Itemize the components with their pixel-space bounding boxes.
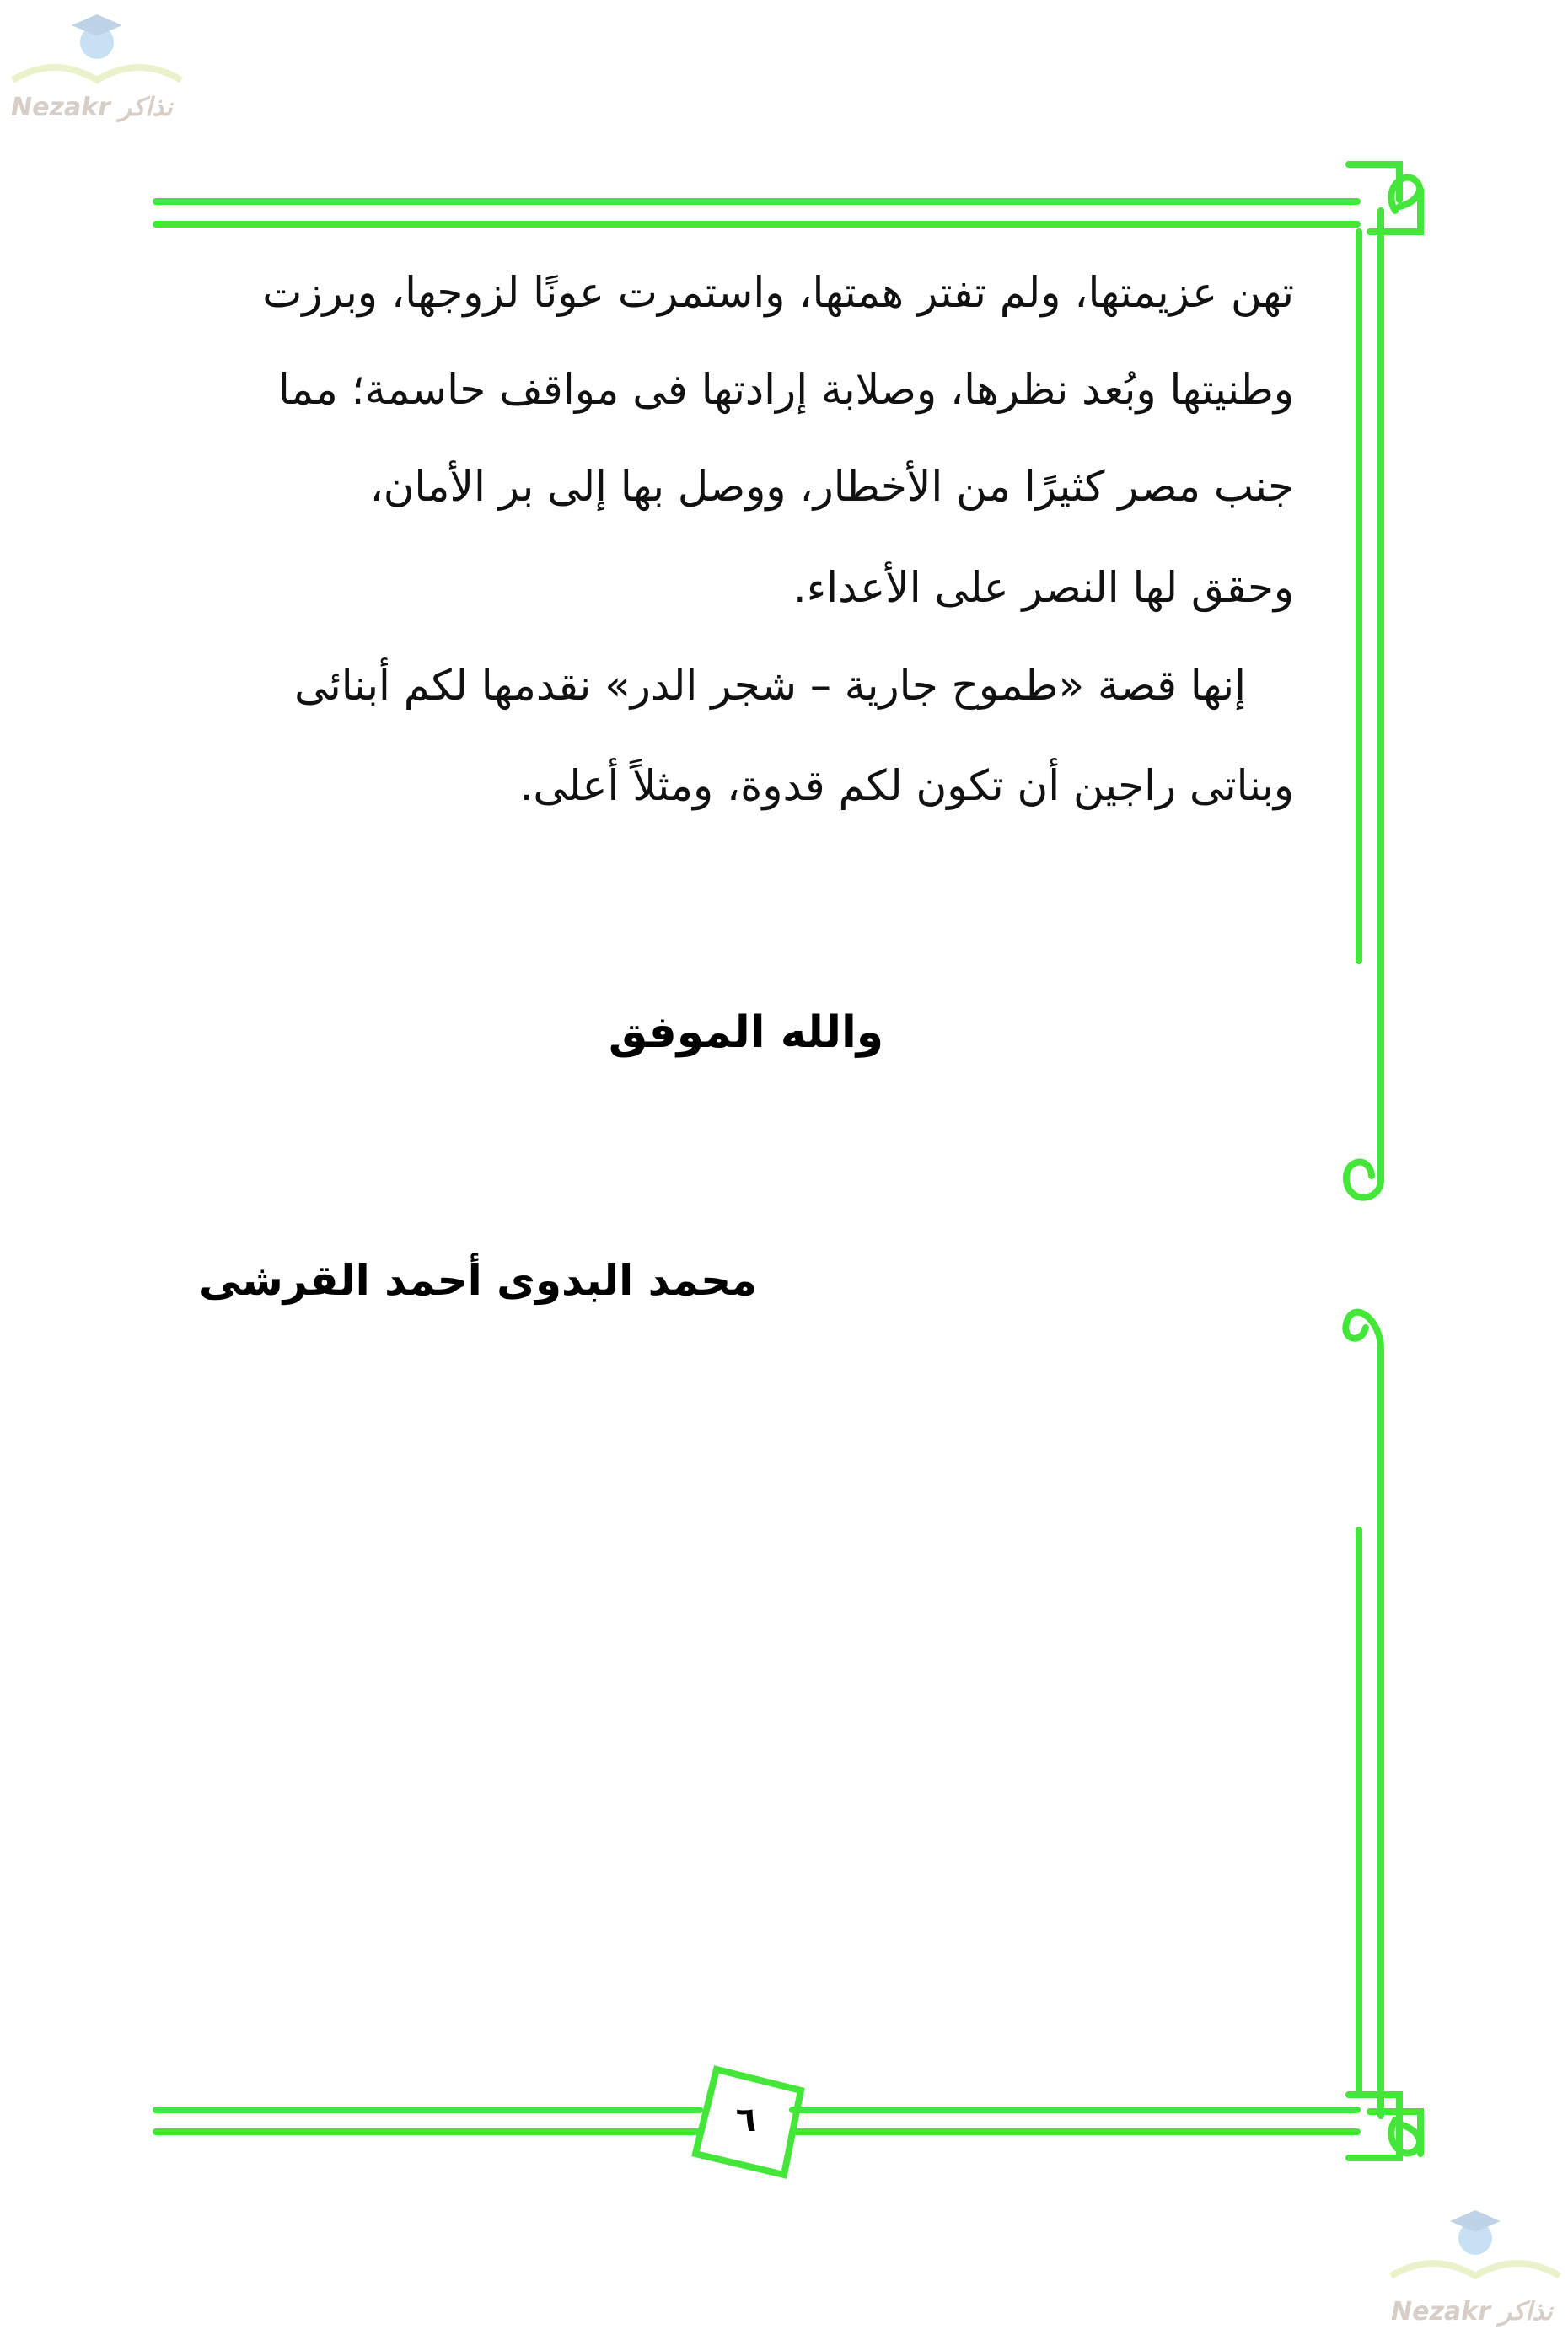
- paragraph-line: وطنيتها وبُعد نظرها، وصلابة إرادتها فى مواقف حاسمة؛ مما: [277, 365, 1294, 414]
- paragraph-line: جنب مصر كثيرًا من الأخطار، ووصل بها إلى بر الأمان،: [369, 462, 1294, 511]
- graduation-cap-book-icon: [1383, 2200, 1568, 2293]
- paragraph-line: وبناتى راجين أن تكون لكم قدوة، ومثلاً أعلى.: [519, 761, 1294, 810]
- closing-phrase: والله الموفق: [608, 1007, 884, 1058]
- graduation-cap-book-icon: [4, 4, 190, 97]
- paragraph-line: تهن عزيمتها، ولم تفتر همتها، واستمرت عونًا لزوجها، وبرزت: [262, 268, 1294, 317]
- author-name: محمد البدوى أحمد القرشى: [199, 1256, 758, 1305]
- watermark-text: Nezakr نذاكر: [1391, 2297, 1553, 2327]
- watermark-logo-top: [4, 4, 190, 131]
- page-number: ٦: [735, 2101, 757, 2139]
- paragraph-line: إنها قصة «طموح جارية – شجر الدر» نقدمها لكم أبنائى: [294, 661, 1246, 710]
- watermark-text: Nezakr نذاكر: [11, 93, 173, 122]
- watermark-logo-bottom: [1383, 2200, 1568, 2335]
- paragraph-line: وحقق لها النصر على الأعداء.: [792, 563, 1294, 612]
